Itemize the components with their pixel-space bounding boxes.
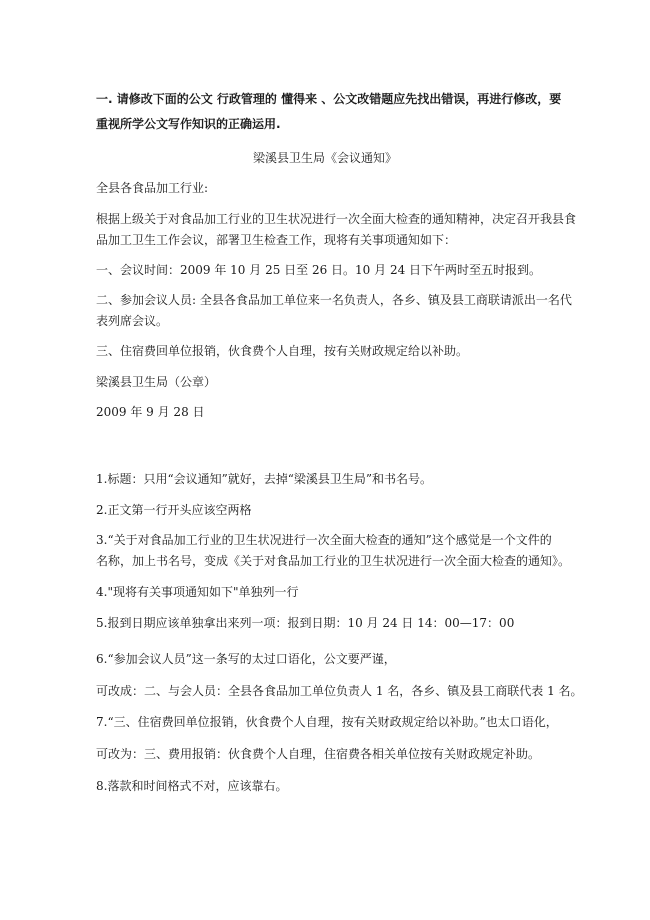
answer-7-fix: 可改为：三、费用报销：伙食费个人自理，住宿费各相关单位按有关财政规定补助。 — [96, 747, 541, 761]
answer-8: 8.落款和时间格式不对，应该靠右。 — [96, 779, 288, 793]
notice-intro-line-1: 根据上级关于对食品加工行业的卫生状况进行一次全面大检查的通知精神，决定召开我县食 — [96, 212, 577, 226]
notice-item-2-line-1: 二、参加会议人员: 全县各食品加工单位来一名负责人，各乡、镇及县工商联请派出一名代 — [96, 293, 572, 307]
exercise-heading-line-1: 一. 请修改下面的公文 行政管理的 懂得来 、公文改错题应先找出错误，再进行修改，要 — [96, 92, 562, 106]
answer-6: 6.“参加会议人员”这一条写的太过口语化，公文要严谨， — [96, 652, 396, 666]
notice-addressee: 全县各食品加工行业: — [96, 181, 209, 195]
answer-6-fix: 可改成：二、与会人员：全县各食品加工单位负责人 1 名，各乡、镇及县工商联代表 1 名。 — [96, 684, 583, 698]
answer-4: 4."现将有关事项通知如下"单独列一行 — [96, 585, 299, 599]
notice-item-1: 一、会议时间：2009 年 10 月 25 日至 26 日。10 月 24 日下午两时至五时报到。 — [96, 263, 542, 277]
notice-item-2-line-2: 表列席会议。 — [96, 314, 169, 328]
notice-title: 梁溪县卫生局《会议通知》 — [252, 151, 397, 165]
notice-item-3: 三、住宿费回单位报销，伙食费个人自理，按有关财政规定给以补助。 — [96, 344, 469, 358]
answer-3-line-1: 3.“关于对食品加工行业的卫生状况进行一次全面大检查的通知”这个感觉是一个文件的 — [96, 533, 552, 547]
answer-2: 2.正文第一行开头应该空两格 — [96, 503, 252, 517]
exercise-heading-line-2: 重视所学公文写作知识的正确运用. — [96, 117, 281, 131]
notice-date: 2009 年 9 月 28 日 — [96, 405, 205, 419]
notice-signature: 梁溪县卫生局（公章） — [96, 375, 217, 389]
answer-7: 7.“三、住宿费回单位报销，伙食费个人自理，按有关财政规定给以补助。”也太口语化， — [96, 715, 558, 729]
answer-1: 1.标题：只用“会议通知”就好，去掉“梁溪县卫生局”和书名号。 — [96, 472, 432, 486]
notice-intro-line-2: 品加工卫生工作会议，部署卫生检查工作，现将有关事项通知如下： — [96, 233, 457, 247]
answer-5: 5.报到日期应该单独拿出来列一项：报到日期：10 月 24 日 14：00—17：00 — [96, 616, 515, 630]
answer-3-line-2: 名称，加上书名号，变成《关于对食品加工行业的卫生状况进行一次全面大检查的通知》。 — [96, 554, 571, 568]
